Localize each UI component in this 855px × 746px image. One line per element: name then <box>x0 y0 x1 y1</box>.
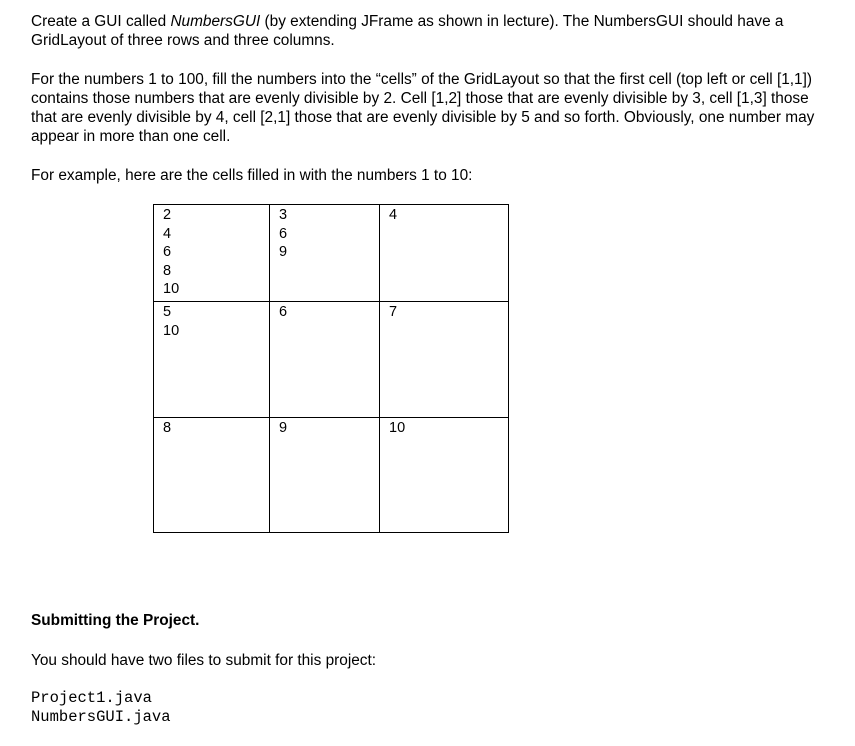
file-name: NumbersGUI.java <box>31 708 171 726</box>
cell-number: 4 <box>163 225 172 242</box>
cell-number: 7 <box>389 304 398 320</box>
grid-cell-2-3 <box>380 302 508 418</box>
file-name: Project1.java <box>31 689 152 707</box>
cell-number: 6 <box>279 304 288 320</box>
example-grid <box>153 204 509 533</box>
grid-cell-3-1 <box>154 418 270 532</box>
grid-cell-1-2 <box>270 205 380 302</box>
grid-cell-1-1 <box>154 205 270 302</box>
cell-number: 8 <box>163 262 172 279</box>
intro-paragraph-2: For the numbers 1 to 100, fill the numbers into the “cells” of the GridLayout so that the first cell (top left or cell [1,1]) contains those numbers that are evenly divisible by 2. Cell [1,2] those that are evenly divisible by 3, cell [1,3] those that are evenly divisible by 4, cell [2,1] those that are evenly divisible by 5 and so forth. Obviously, one number may appear in more than one cell. <box>31 71 815 145</box>
cell-number: 6 <box>279 225 288 242</box>
cell-number: 5 <box>163 304 172 320</box>
submit-instruction: You should have two files to submit for this project: <box>31 652 377 669</box>
section-heading: Submitting the Project. <box>31 612 200 629</box>
grid-cell-3-2 <box>270 418 380 532</box>
cell-number: 10 <box>163 281 180 297</box>
grid-cell-2-2 <box>270 302 380 418</box>
intro-text-end: (by extending JFrame as shown in lecture). The NumbersGUI should have a GridLayout of three rows and three columns. <box>31 13 784 49</box>
cell-number: 3 <box>279 207 288 223</box>
intro-paragraph-1 <box>31 12 831 50</box>
cell-number: 9 <box>279 244 288 260</box>
cell-number: 6 <box>163 244 172 260</box>
cell-number: 8 <box>163 420 172 436</box>
file-list <box>31 689 171 727</box>
example-caption: For example, here are the cells filled in with the numbers 1 to 10: <box>31 167 473 184</box>
cell-number: 4 <box>389 207 398 223</box>
class-name: NumbersGUI <box>170 13 261 30</box>
grid-cell-1-3 <box>380 205 508 302</box>
cell-number: 2 <box>163 207 172 223</box>
grid-cell-2-1 <box>154 302 270 418</box>
cell-number: 10 <box>163 322 180 339</box>
cell-number: 9 <box>279 420 288 436</box>
intro-text-start: Create a GUI called <box>31 13 171 30</box>
grid-cell-3-3 <box>380 418 508 532</box>
cell-number: 10 <box>389 420 406 436</box>
